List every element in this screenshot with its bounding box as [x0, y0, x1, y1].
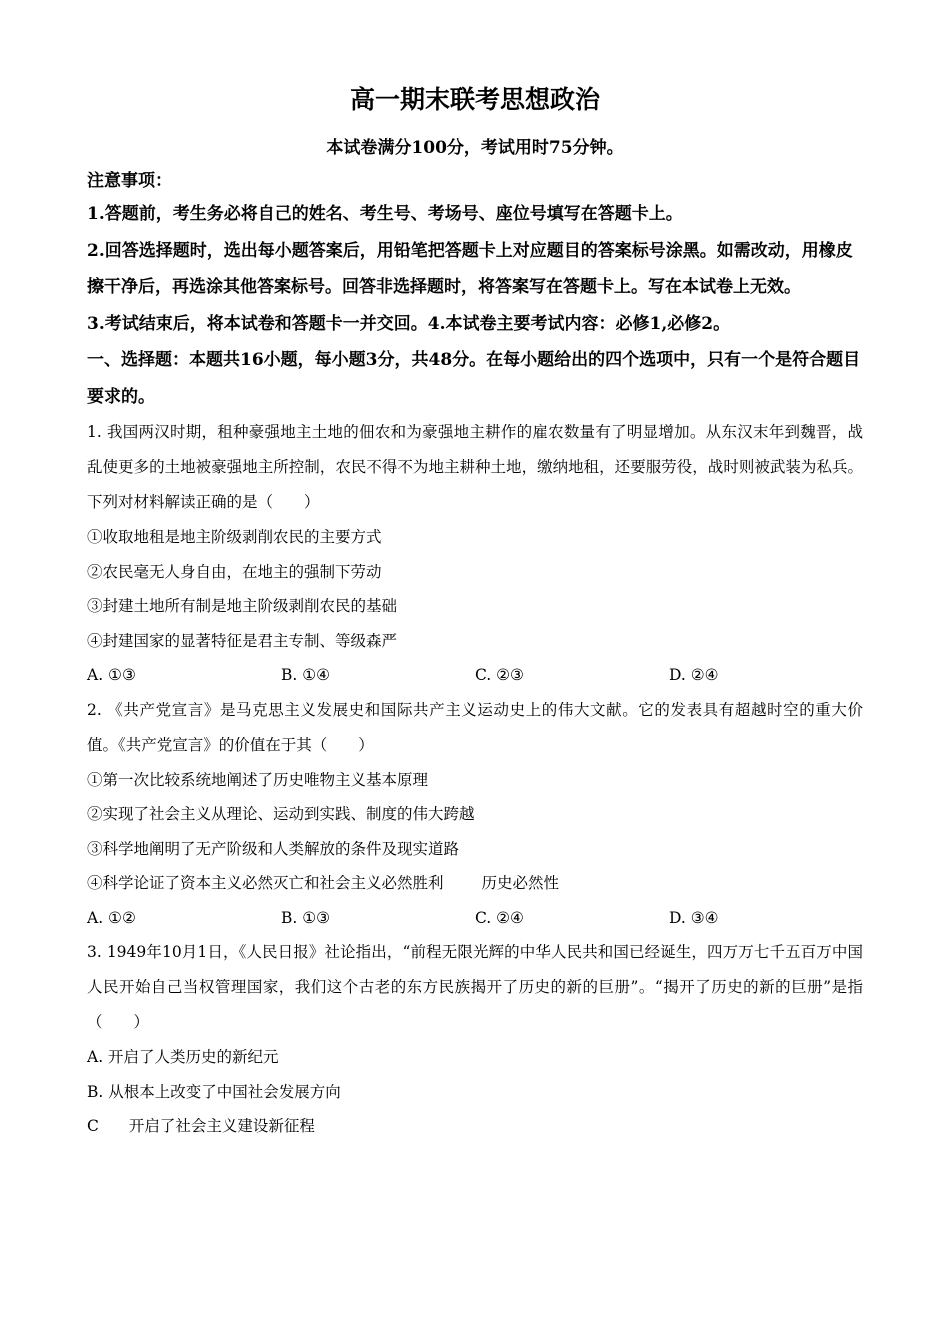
question-1-choices — [87, 658, 863, 693]
question-2-statement: ①第一次比较系统地阐述了历史唯物主义基本原理 — [87, 770, 429, 789]
statement-4-text: ④科学论证了资本主义必然灭亡和社会主义必然胜利 — [87, 874, 444, 892]
option-c-text: 开启了社会主义建设新征程 — [128, 1117, 315, 1135]
notes-heading: 注意事项： — [87, 171, 172, 191]
exam-page — [87, 80, 863, 1144]
choice-c[interactable]: C. ②④ — [475, 908, 524, 927]
question-2-choices — [87, 901, 863, 936]
question-2-statement: ②实现了社会主义从理论、运动到实践、制度的伟大跨越 — [87, 805, 475, 823]
question-1-statement: ④封建国家的显著特征是君主专制、等级森严 — [87, 631, 398, 650]
note-item: 2.回答选择题时，选出每小题答案后，用铅笔把答题卡上对应题目的答案标号涂黑。如需改动，用橡皮擦干净后，再选涂其他答案标号。回答非选择题时，将答案写在答题卡上。写在本试卷上无效。 — [87, 240, 853, 297]
question-2-statement: ③科学地阐明了无产阶级和人类解放的条件及现实道路 — [87, 839, 460, 858]
section-title: 一、选择题：本题共16小题，每小题3分，共48分。在每小题给出的四个选项中，只有一个是符合题目要求的。 — [87, 350, 861, 407]
choice-a[interactable]: A. ①② — [87, 908, 136, 927]
question-2-stem: 2. 《共产党宣言》是马克思主义发展史和国际共产主义运动史上的伟大文献。它的发表具有超越时空的重大价值。《共产党宣言》的价值在于其（ ） — [87, 700, 863, 754]
question-3-option-b[interactable]: B. 从根本上改变了中国社会发展方向 — [87, 1082, 341, 1101]
choice-b[interactable]: B. ①④ — [281, 666, 331, 684]
question-3-stem: 3. 1949年10月1日，《人民日报》社论指出，“前程无限光辉的中华人民共和国已经诞生，四万万七千五百万中国人民开始自己当权管理国家，我们这个古老的东方民族揭开了历史的新的巨册”。“揭开了历史的新的巨册”是指（ ） — [87, 943, 863, 1031]
exam-title: 高一期末联考思想政治 — [349, 85, 600, 114]
choice-b[interactable]: B. ①③ — [281, 908, 331, 927]
question-3-option-a[interactable]: A. 开启了人类历史的新纪元 — [87, 1048, 279, 1066]
choice-d[interactable]: D. ②④ — [669, 666, 719, 684]
question-2-statement-4 — [87, 866, 863, 901]
question-1-stem: 1. 我国两汉时期，租种豪强地主土地的佃农和为豪强地主耕作的雇农数量有了明显增加。从东汉末年到魏晋，战乱使更多的土地被豪强地主所控制，农民不得不为地主耕种土地，缴纳地租，还要服劳役，战时则被武装为私兵。下列对材料解读正确的是（ ） — [87, 423, 863, 511]
statement-4-extra: 历史必然性 — [481, 874, 560, 892]
question-1-statement: ①收取地租是地主阶级剥削农民的主要方式 — [87, 528, 382, 546]
exam-subtitle: 本试卷满分100分，考试用时75分钟。 — [326, 138, 624, 158]
question-1-statement: ③封建土地所有制是地主阶级剥削农民的基础 — [87, 597, 398, 615]
note-item: 3.考试结束后，将本试卷和答题卡一并交回。4.本试卷主要考试内容：必修1,必修2。 — [87, 313, 731, 334]
question-1-statement: ②农民毫无人身自由，在地主的强制下劳动 — [87, 562, 382, 581]
option-c-letter: C — [87, 1117, 99, 1135]
choice-a[interactable]: A. ①③ — [87, 666, 136, 684]
question-3-option-c[interactable] — [87, 1109, 863, 1144]
note-item: 1.答题前，考生务必将自己的姓名、考生号、考场号、座位号填写在答题卡上。 — [87, 204, 683, 224]
choice-c[interactable]: C. ②③ — [475, 666, 524, 684]
choice-d[interactable]: D. ③④ — [669, 908, 719, 927]
